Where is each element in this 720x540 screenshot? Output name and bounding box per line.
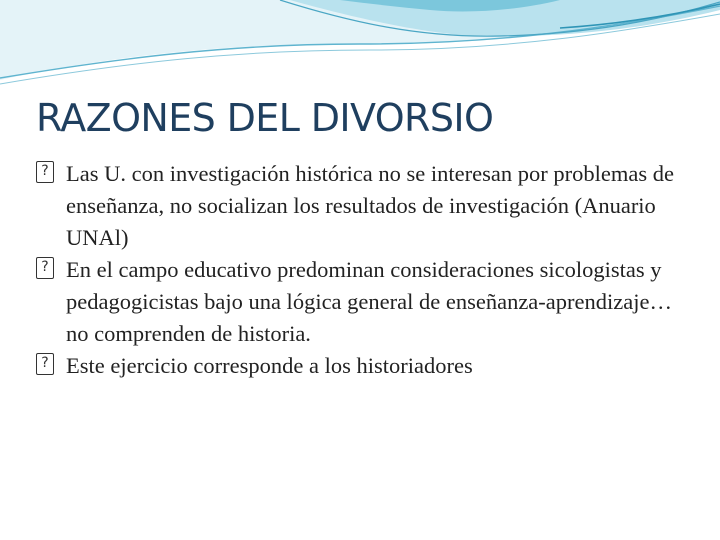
slide-title: RAZONES DEL DIVORSIO [36,96,494,140]
bullet-item [36,254,691,350]
bullet-marker-icon: ? [36,257,54,279]
bullet-marker-icon: ? [36,161,54,183]
decorative-wave-header [0,0,720,90]
bullet-text: En el campo educativo predominan consideraciones sicologistas y pedagogicistas bajo una lógica general de enseñanza-aprendizaje… no comprenden de historia. [66,257,672,346]
bullet-text: Las U. con investigación histórica no se interesan por problemas de enseñanza, no socializan los resultados de investigación (Anuario UNAl) [66,161,674,250]
bullet-item [36,350,691,382]
bullet-list [36,158,691,382]
bullet-marker-icon: ? [36,353,54,375]
bullet-text: Este ejercicio corresponde a los historiadores [66,353,473,378]
bullet-item [36,158,691,254]
